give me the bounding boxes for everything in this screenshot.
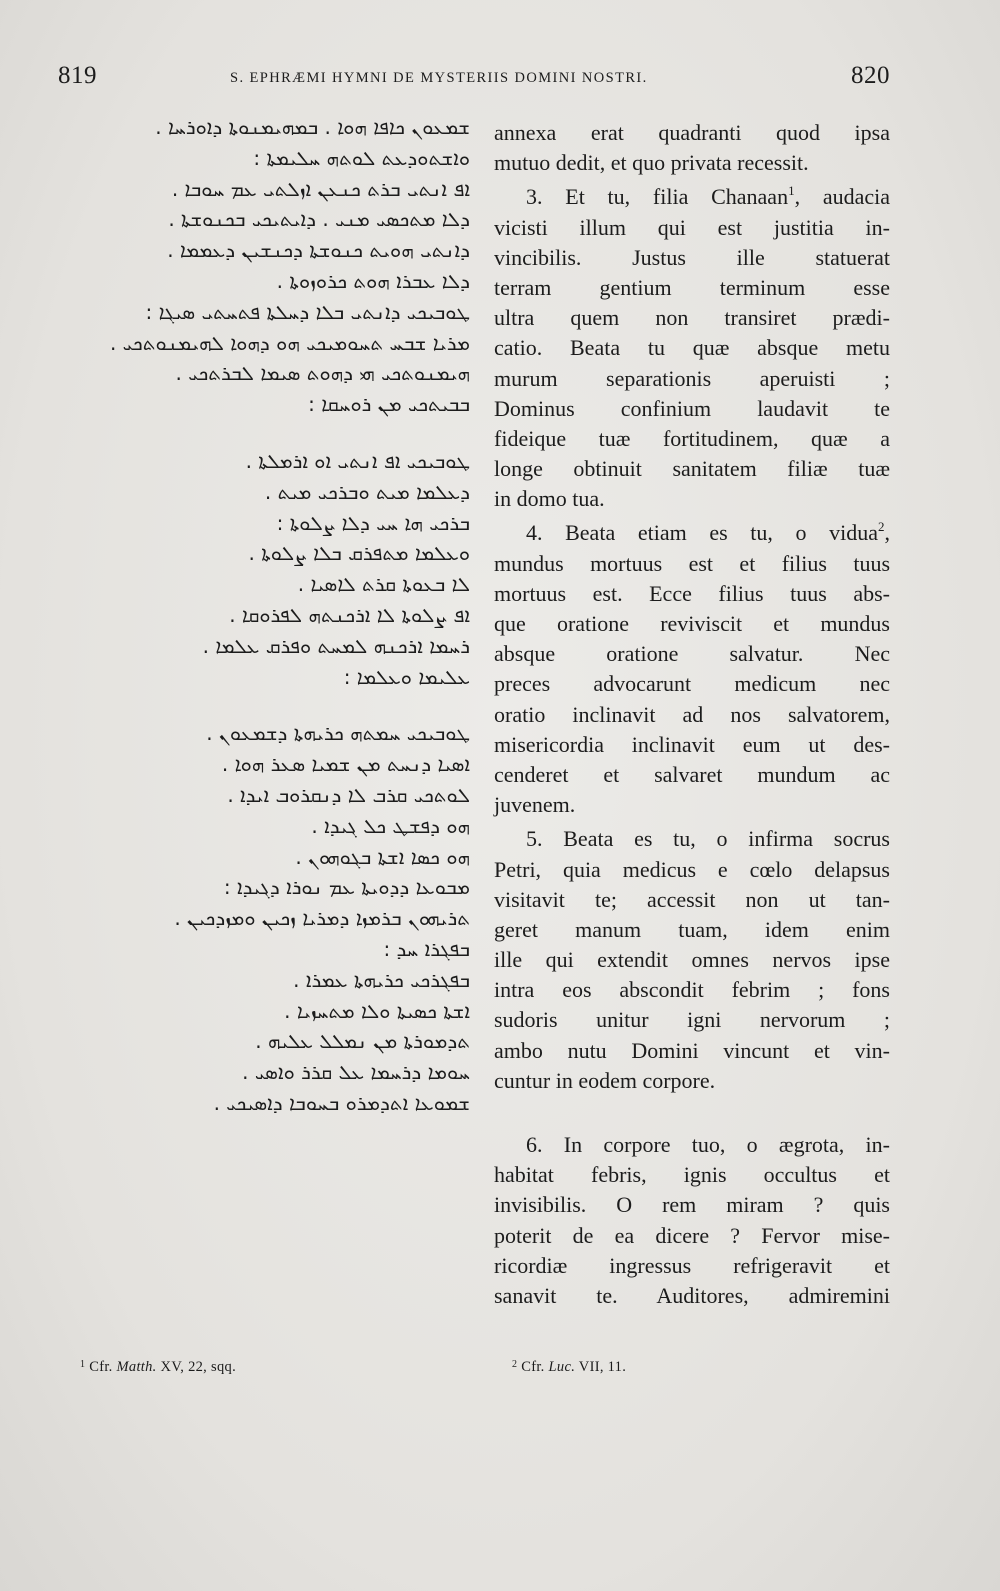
- syriac-line: ܬܕܡܘܪܬܐ ܡܢ ܢܡܠܠ ܥܠܝܗ .: [255, 1029, 470, 1054]
- footnote-2: $^2$ Cfr. Luc. VII, 11.: [512, 1359, 627, 1375]
- syriac-line: ܡܒܘܥܐ ܕܕܘܝܬܐ ܥܡ ܢܘܪܐ ܕܓܝܕܐ :: [223, 875, 470, 900]
- footnote-ref-2: 2: [878, 519, 885, 535]
- latin-line: longe obtinuit sanitatem filiæ tuæ: [494, 456, 890, 482]
- latin-line-paragraph-6: 6. In corpore tuo, o ægrota, in-: [526, 1132, 890, 1157]
- latin-line: terram gentium terminum esse: [494, 274, 890, 300]
- running-title: S. EPHRÆMI HYMNI DE MYSTERIIS DOMINI NOSTRI.: [230, 70, 648, 86]
- syriac-line: ܕܐܢܬܝ ܗܘܝܬ ܟܢܘܫܬܐ ܕܟܢܫܝܢ ܕܥܡܡܐ .: [167, 238, 470, 263]
- syriac-line: ܕܠܐ ܥܒܪܐ ܗܘܬ ܟܪܘܙܘܬܐ .: [276, 268, 470, 293]
- latin-line: ille qui extendit omnes nervos ipse: [494, 947, 890, 973]
- latin-line: poterit de ea dicere ? Fervor mise-: [494, 1222, 890, 1248]
- syriac-line: ܒܪܟܝ ܗܐ ܚܝ ܕܠܐ ܨܠܘܬܐ :: [276, 510, 470, 535]
- syriac-line: ܐܦ ܐܢܬܝ ܒܪܬ ܟܢܥܢ ܐܙܠܬܝ ܥܡ ܚܘܒܐ .: [171, 176, 470, 201]
- latin-line: juvenem.: [494, 792, 576, 818]
- latin-line: intra eos abscondit febrim ; fons: [494, 977, 890, 1003]
- syriac-column: [58, 112, 470, 1119]
- syriac-line: ܡܪܝܐ ܫܒܚ ܬܚܘܡܝܟܝ ܗܘ ܕܗܘܐ ܠܗܝܡܢܘܬܟܝ .: [109, 330, 470, 355]
- latin-line: mortuus est. Ecce filius tuus abs-: [494, 580, 890, 606]
- syriac-line: ܫܡܥܘܢ ܟܐܦܐ ܗܘܐ . ܒܡܗܝܡܢܘܬܐ ܕܐܘܪܚܐ .: [155, 115, 470, 139]
- latin-line: ultra quem non transiret prædi-: [494, 305, 890, 331]
- footnote-1: $^1$ Cfr. Matth. XV, 22, sqq.: [80, 1359, 236, 1375]
- latin-line-paragraph-4: 4. Beata etiam es tu, o vidua$^2$,: [526, 519, 890, 546]
- latin-line: geret manum tuam, idem enim: [494, 916, 890, 942]
- syriac-line: ܒܦܓܪܐ ܚܕ :: [383, 936, 470, 961]
- syriac-line: ܠܐ ܒܥܘܬܐ ܩܪܬ ܠܐܣܝܐ .: [297, 572, 470, 597]
- latin-line: sanavit te. Auditores, admiremini: [494, 1282, 890, 1308]
- latin-line: mundus mortuus est et filius tuus: [494, 550, 890, 576]
- latin-line-paragraph-5: 5. Beata es tu, o infirma socrus: [526, 826, 890, 852]
- syriac-line: ܪܚܡܐ ܐܪܟܢܗ ܠܡܚܬ ܘܦܪܩ ܥܠܡܐ .: [202, 633, 470, 658]
- latin-line: mutuo dedit, et quo privata recessit.: [494, 150, 809, 176]
- stanza-gap: [58, 692, 470, 718]
- syriac-line: ܛܘܒܝܟܝ ܕܐܢܬܝ ܒܠܐ ܕܚܠܬܐ ܦܬܚܬܝ ܣܝܓܐ :: [145, 299, 470, 324]
- syriac-line: ܐܣܝܐ ܕܢܚܬ ܡܢ ܫܡܝܐ ܣܥܪ ܗܘܐ .: [221, 752, 470, 777]
- syriac-line: ܘܐܫܬܘܕܥܬ ܠܘܬܗ ܚܠܝܡܬܐ :: [253, 145, 470, 170]
- latin-line: oratio inclinavit ad nos salvatorem,: [494, 701, 890, 727]
- latin-line: cuntur in eodem corpore.: [494, 1067, 716, 1093]
- running-header: [58, 62, 890, 96]
- latin-line: vicisti illum qui est justitia in-: [494, 214, 890, 240]
- syriac-line: ܛܘܒܝܟܝ ܚܡܬܗ ܟܪܝܗܬܐ ܕܫܡܥܘܢ .: [206, 721, 470, 746]
- latin-line-paragraph-3: 3. Et tu, filia Chanaan$^1$, audacia: [526, 183, 891, 210]
- latin-line: ricordiæ ingressus refrigeravit et: [494, 1252, 890, 1278]
- latin-line: habitat febris, ignis occultus et: [494, 1162, 890, 1188]
- footnote-ref-1: 1: [788, 183, 795, 199]
- syriac-line: ܗܝܡܢܘܬܟܝ ܗܝ ܕܗܘܬ ܣܝܡܐ ܠܒܪܬܟܝ .: [175, 361, 470, 386]
- syriac-line: ܚܘܡܐ ܕܪܚܡܐ ܥܠ ܩܪܪ ܘܐܣܝ .: [242, 1060, 470, 1085]
- latin-line: Petri, quia medicus e cœlo delapsus: [494, 856, 890, 882]
- latin-line: sudoris unitur igni nervorum ;: [494, 1007, 890, 1033]
- syriac-line: ܐܫܬܐ ܟܣܝܬܐ ܘܠܐ ܡܬܚܙܝܐ .: [284, 998, 470, 1023]
- syriac-line: ܒܒܝܬܟܝ ܡܢ ܪܘܚܩܐ :: [308, 392, 470, 417]
- syriac-line: ܬܪܝܗܘܢ ܒܪܡܙܐ ܕܡܪܝܐ ܙܟܝܢ ܘܡܙܕܟܝܢ .: [174, 906, 470, 931]
- latin-line: in domo tua.: [494, 486, 605, 512]
- latin-line: invisibilis. O rem miram ? quis: [494, 1192, 890, 1218]
- latin-line: fideique tuæ fortitudinem, quæ a: [494, 425, 890, 451]
- syriac-line: ܗܘ ܕܦܫܛ ܟܠ ܓܝܕܐ .: [311, 813, 470, 838]
- syriac-line: ܕܠܐ ܡܬܟܣܝ ܡܢܝ . ܕܐܝܬܝܟܝ ܒܟܢܘܫܬܐ .: [168, 207, 470, 232]
- syriac-line: ܐܦ ܨܠܘܬܐ ܠܐ ܐܪܟܢܬܗ ܠܦܪܘܩܐ .: [229, 602, 470, 627]
- latin-line: absque oratione salvatur. Nec: [494, 641, 890, 667]
- latin-line: cenderet et salvaret mundum ac: [494, 761, 890, 787]
- page-number-left: 819: [58, 62, 97, 89]
- latin-line: ambo nutu Domini vincunt et vin-: [494, 1037, 890, 1063]
- stanza-gap: [58, 420, 470, 446]
- latin-line: catio. Beata tu quæ absque metu: [494, 335, 890, 361]
- syriac-line: ܫܡܘܥܐ ܐܬܕܡܪܘ ܒܚܘܒܐ ܕܐܣܝܟܝ .: [213, 1090, 470, 1115]
- syriac-line: ܒܦܓܪܟܝ ܟܪܝܗܬܐ ܥܡܪܐ .: [293, 967, 470, 992]
- syriac-line: ܘܥܠܡܐ ܡܬܦܪܩ ܒܠܐ ܨܠܘܬܐ .: [248, 541, 470, 566]
- syriac-line: ܗܘ ܟܣܐ ܐܫܬܐ ܒܓܘܗܘܢ .: [295, 844, 470, 869]
- latin-line: annexa erat quadranti quod ipsa: [494, 120, 890, 145]
- latin-line: misericordia inclinavit eum ut des-: [494, 731, 890, 757]
- latin-line: murum separationis aperuisti ;: [494, 365, 890, 391]
- latin-line: visitavit te; accessit non ut tan-: [494, 886, 890, 912]
- page-number-right: 820: [851, 62, 890, 89]
- latin-line: preces advocarunt medicum nec: [494, 671, 890, 697]
- syriac-line: ܕܥܠܡܐ ܡܝܬ ܘܒܪܟܝ ܡܝܬ .: [264, 479, 470, 504]
- latin-line: Dominus confinium laudavit te: [494, 395, 890, 421]
- syriac-line: ܥܠܝܡܐ ܘܥܠܡܐ :: [343, 664, 470, 689]
- latin-line: vincibilis. Justus ille statuerat: [494, 244, 890, 270]
- latin-column: [494, 118, 890, 1311]
- syriac-line: ܛܘܒܝܟܝ ܐܦ ܐܢܬܝ ܐܘ ܐܪܡܠܬܐ .: [245, 448, 470, 473]
- latin-line: que oratione reviviscit et mundus: [494, 611, 890, 636]
- syriac-line: ܠܘܬܟܝ ܩܪܒ ܠܐ ܕܢܩܪܘܒ ܐܝܕܐ .: [227, 782, 470, 807]
